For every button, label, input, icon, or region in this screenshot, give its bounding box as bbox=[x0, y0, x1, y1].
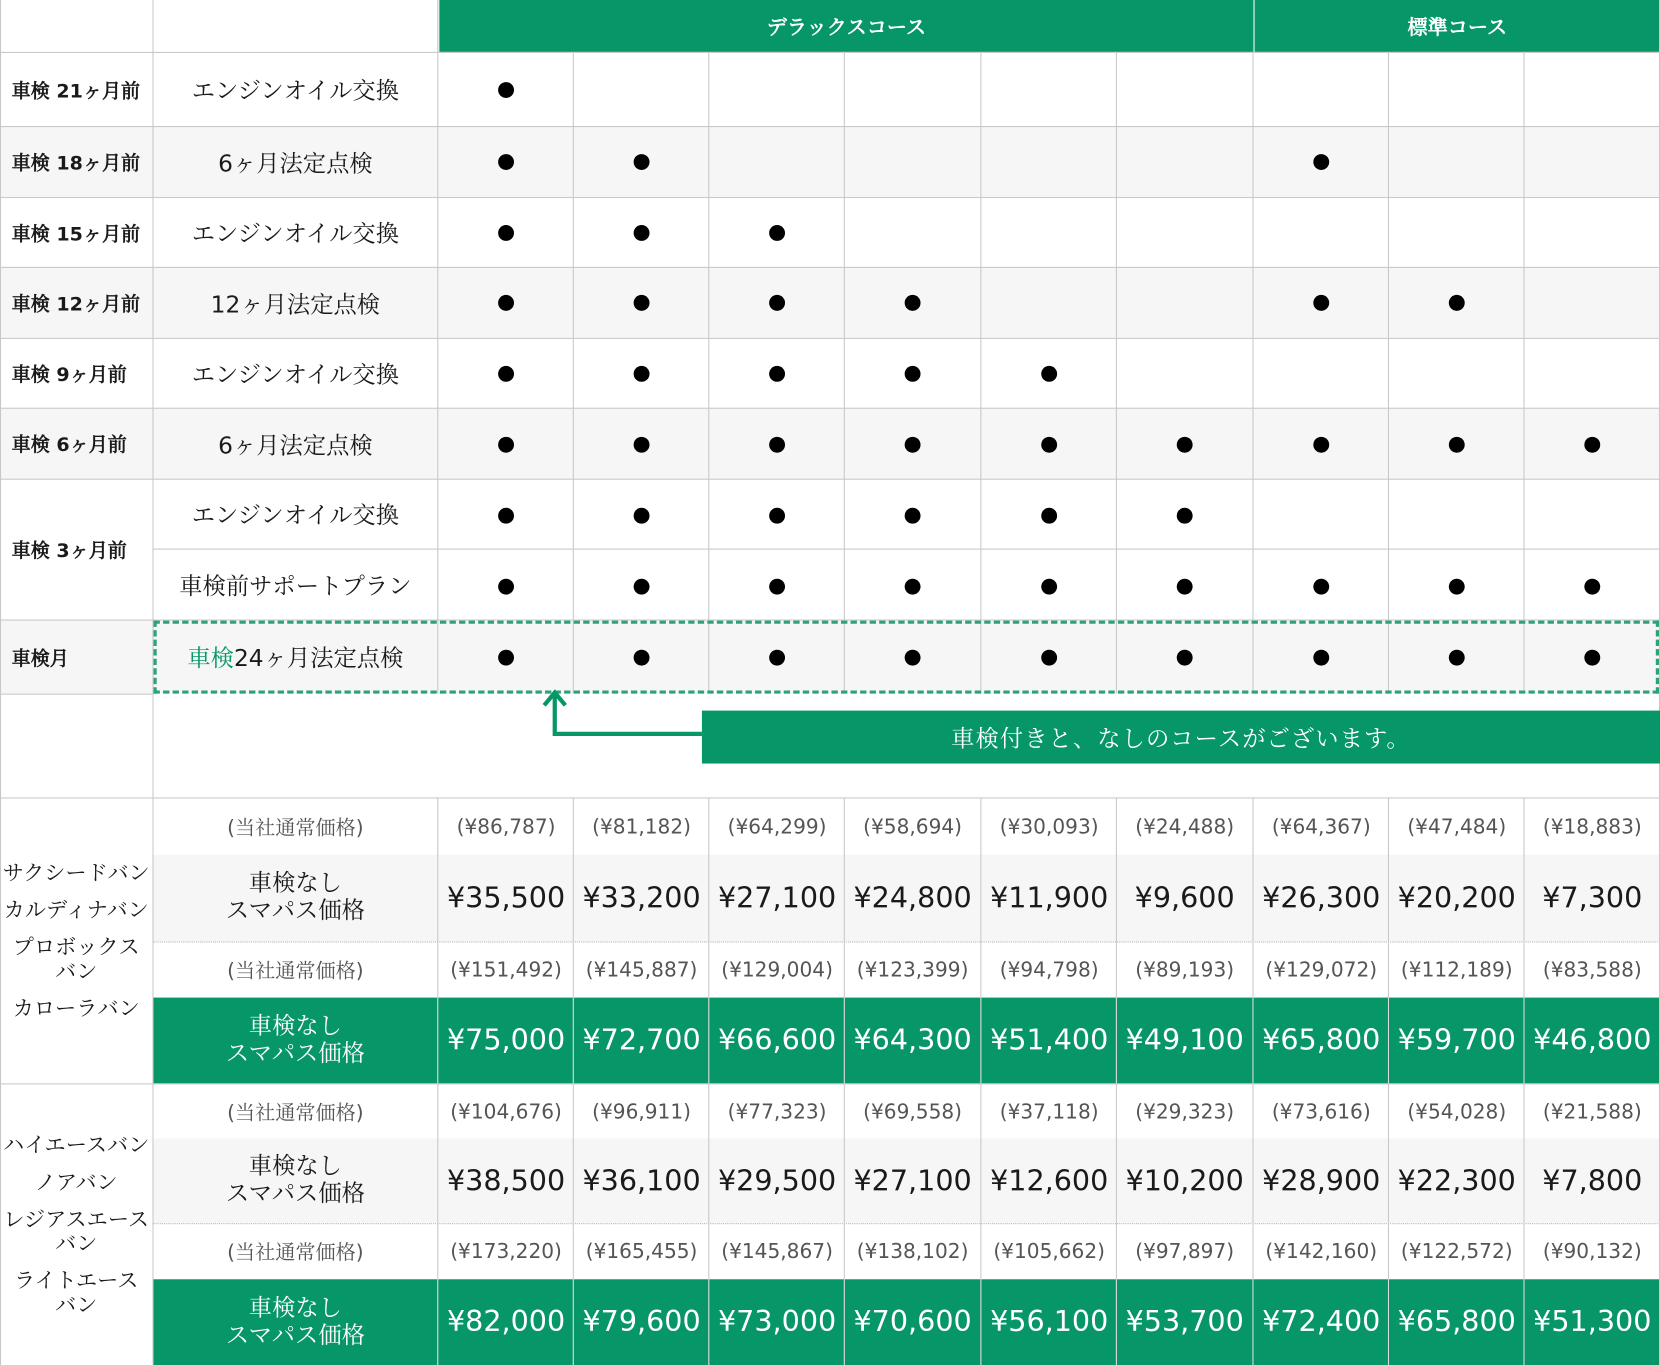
vehicle-model-name: サクシードバン bbox=[2, 859, 150, 886]
schedule-mark bbox=[769, 366, 785, 382]
normal-price: (¥58,694) bbox=[863, 814, 963, 839]
smapass-price: ¥10,200 bbox=[1125, 1164, 1244, 1198]
normal-price-label: (当社通常価格) bbox=[227, 1101, 364, 1125]
normal-price: (¥122,572) bbox=[1400, 1239, 1513, 1263]
schedule-mark bbox=[1313, 437, 1329, 453]
normal-price: (¥97,897) bbox=[1135, 1239, 1235, 1263]
schedule-mark bbox=[1041, 579, 1057, 595]
smapass-price: ¥72,400 bbox=[1262, 1305, 1381, 1339]
schedule-mark bbox=[1449, 579, 1465, 595]
smapass-price: ¥33,200 bbox=[582, 881, 701, 915]
smapass-price-label bbox=[154, 1138, 438, 1223]
normal-price: (¥21,588) bbox=[1542, 1099, 1642, 1124]
smapass-price: ¥27,100 bbox=[853, 1164, 972, 1198]
smapass-price: ¥75,000 bbox=[446, 1024, 566, 1057]
vehicle-model-list bbox=[0, 1084, 152, 1365]
normal-price: (¥104,676) bbox=[450, 1099, 562, 1124]
normal-price: (¥86,787) bbox=[456, 814, 556, 839]
schedule-mark bbox=[1041, 366, 1057, 382]
schedule-mark bbox=[1313, 295, 1329, 311]
schedule-mark bbox=[498, 295, 514, 311]
normal-price: (¥173,220) bbox=[450, 1239, 562, 1263]
schedule-mark bbox=[905, 508, 921, 524]
header-deluxe-course: デラックスコース bbox=[438, 0, 1253, 52]
smapass-price: ¥24,800 bbox=[853, 881, 972, 915]
normal-price: (¥89,193) bbox=[1135, 957, 1235, 982]
smapass-price: ¥49,100 bbox=[1125, 1024, 1244, 1057]
schedule-mark bbox=[905, 295, 921, 311]
normal-price: (¥94,798) bbox=[999, 957, 1099, 982]
smapass-label-line: 車検なし bbox=[248, 1012, 342, 1040]
normal-price: (¥145,887) bbox=[585, 957, 698, 982]
smapass-price: ¥65,800 bbox=[1397, 1305, 1516, 1339]
normal-price: (¥96,911) bbox=[592, 1099, 692, 1124]
smapass-price-label bbox=[154, 855, 438, 942]
inspection-highlight-text: 車検 bbox=[187, 645, 234, 673]
smapass-label-line: スマパス価格 bbox=[225, 898, 365, 925]
normal-price: (¥54,028) bbox=[1407, 1099, 1507, 1124]
normal-price: (¥37,118) bbox=[999, 1099, 1099, 1124]
normal-price: (¥18,883) bbox=[1542, 814, 1642, 839]
schedule-mark bbox=[498, 508, 514, 524]
timing-label: 車検 3ヶ月前 bbox=[11, 540, 127, 563]
schedule-mark bbox=[769, 579, 785, 595]
schedule-mark bbox=[634, 508, 650, 524]
service-label: 車検前サポートプラン bbox=[179, 573, 412, 600]
normal-price: (¥29,323) bbox=[1135, 1099, 1235, 1124]
service-label: エンジンオイル交換 bbox=[191, 362, 400, 389]
timing-label: 車検 21ヶ月前 bbox=[11, 79, 141, 103]
service-label: 6ヶ月法定点検 bbox=[218, 432, 373, 460]
schedule-mark bbox=[498, 82, 514, 98]
normal-price: (¥142,160) bbox=[1265, 1239, 1378, 1263]
schedule-mark bbox=[1177, 508, 1193, 524]
schedule-mark bbox=[1177, 579, 1193, 595]
normal-price: (¥24,488) bbox=[1135, 814, 1235, 839]
normal-price: (¥83,588) bbox=[1542, 957, 1642, 982]
schedule-mark bbox=[498, 225, 514, 241]
schedule-mark bbox=[634, 295, 650, 311]
smapass-label-line: スマパス価格 bbox=[225, 1040, 365, 1067]
timing-label: 車検 9ヶ月前 bbox=[11, 363, 127, 387]
vehicle-model-name: ノアバン bbox=[34, 1168, 118, 1195]
schedule-mark bbox=[1041, 508, 1057, 524]
smapass-price: ¥27,100 bbox=[717, 881, 837, 915]
schedule-mark bbox=[634, 366, 650, 382]
service-label: エンジンオイル交換 bbox=[191, 78, 400, 105]
normal-price: (¥151,492) bbox=[450, 957, 562, 982]
smapass-price-label bbox=[154, 998, 438, 1084]
normal-price-label: (当社通常価格) bbox=[227, 959, 364, 983]
normal-price: (¥138,102) bbox=[856, 1239, 969, 1263]
normal-price: (¥129,004) bbox=[721, 957, 833, 982]
normal-price: (¥64,367) bbox=[1271, 814, 1371, 839]
vehicle-model-list bbox=[0, 798, 152, 1083]
vehicle-model-name: カルディナバン bbox=[3, 896, 149, 923]
schedule-mark bbox=[769, 295, 785, 311]
smapass-price: ¥7,300 bbox=[1542, 881, 1643, 915]
normal-price: (¥77,323) bbox=[727, 1099, 827, 1124]
schedule-mark bbox=[498, 366, 514, 382]
smapass-label-line: 車検なし bbox=[248, 1294, 342, 1322]
schedule-mark bbox=[769, 437, 785, 453]
schedule-mark bbox=[1313, 154, 1329, 170]
smapass-label-line: スマパス価格 bbox=[225, 1180, 365, 1208]
service-label: 6ヶ月法定点検 bbox=[218, 150, 373, 178]
schedule-mark bbox=[1041, 437, 1057, 453]
smapass-price: ¥59,700 bbox=[1397, 1024, 1516, 1057]
normal-price: (¥123,399) bbox=[856, 957, 969, 982]
schedule-mark bbox=[634, 437, 650, 453]
normal-price-label: (当社通常価格) bbox=[227, 816, 364, 840]
smapass-price: ¥46,800 bbox=[1533, 1024, 1652, 1057]
normal-price: (¥129,072) bbox=[1265, 957, 1378, 982]
smapass-price: ¥73,000 bbox=[717, 1305, 837, 1339]
schedule-mark bbox=[1177, 437, 1193, 453]
timing-label: 車検 15ヶ月前 bbox=[11, 222, 141, 246]
schedule-mark bbox=[634, 225, 650, 241]
normal-price: (¥81,182) bbox=[592, 814, 692, 839]
schedule-mark bbox=[1449, 437, 1465, 453]
timing-label: 車検 6ヶ月前 bbox=[11, 434, 127, 457]
smapass-label-line: スマパス価格 bbox=[225, 1322, 365, 1349]
smapass-price: ¥53,700 bbox=[1125, 1305, 1244, 1339]
schedule-mark bbox=[634, 579, 650, 595]
smapass-price: ¥9,600 bbox=[1134, 881, 1235, 915]
schedule-mark bbox=[905, 579, 921, 595]
vehicle-model-name: プロボックス バン bbox=[12, 934, 140, 984]
schedule-mark bbox=[769, 225, 785, 241]
schedule-mark bbox=[905, 437, 921, 453]
smapass-price: ¥35,500 bbox=[446, 881, 566, 915]
smapass-price: ¥29,500 bbox=[717, 1164, 837, 1198]
normal-price: (¥69,558) bbox=[863, 1099, 963, 1124]
smapass-price: ¥79,600 bbox=[582, 1305, 701, 1339]
schedule-mark bbox=[498, 154, 514, 170]
smapass-price: ¥12,600 bbox=[990, 1164, 1109, 1198]
normal-price: (¥73,616) bbox=[1271, 1099, 1371, 1124]
smapass-price: ¥51,400 bbox=[990, 1024, 1109, 1057]
vehicle-model-name: ライトエース バン bbox=[13, 1267, 139, 1317]
normal-price: (¥90,132) bbox=[1542, 1239, 1642, 1263]
schedule-mark bbox=[1449, 295, 1465, 311]
smapass-price: ¥7,800 bbox=[1542, 1164, 1643, 1198]
smapass-label-line: 車検なし bbox=[248, 1153, 342, 1180]
timing-label: 車検 18ヶ月前 bbox=[11, 152, 141, 175]
smapass-price: ¥51,300 bbox=[1533, 1305, 1652, 1339]
normal-price: (¥145,867) bbox=[721, 1239, 833, 1263]
smapass-label-line: 車検なし bbox=[248, 870, 342, 897]
smapass-price: ¥36,100 bbox=[582, 1164, 701, 1198]
smapass-price: ¥66,600 bbox=[717, 1024, 837, 1057]
schedule-mark bbox=[1584, 579, 1600, 595]
smapass-price: ¥64,300 bbox=[853, 1024, 972, 1057]
normal-price: (¥112,189) bbox=[1400, 957, 1513, 982]
vehicle-model-name: ハイエースバン bbox=[3, 1131, 150, 1157]
schedule-mark bbox=[634, 154, 650, 170]
smapass-price: ¥26,300 bbox=[1262, 881, 1381, 915]
schedule-mark bbox=[769, 508, 785, 524]
timing-label: 車検 12ヶ月前 bbox=[11, 293, 141, 316]
smapass-price: ¥22,300 bbox=[1397, 1164, 1516, 1198]
normal-price: (¥47,484) bbox=[1407, 814, 1507, 839]
smapass-price: ¥82,000 bbox=[446, 1305, 566, 1339]
service-label: 12ヶ月法定点検 bbox=[210, 291, 381, 319]
normal-price: (¥30,093) bbox=[999, 814, 1099, 839]
schedule-mark bbox=[1313, 579, 1329, 595]
normal-price: (¥165,455) bbox=[585, 1239, 698, 1263]
smapass-price: ¥70,600 bbox=[853, 1305, 972, 1339]
smapass-price: ¥72,700 bbox=[582, 1024, 701, 1057]
smapass-price: ¥38,500 bbox=[446, 1164, 566, 1198]
schedule-mark bbox=[1584, 437, 1600, 453]
smapass-price: ¥20,200 bbox=[1397, 881, 1516, 915]
callout-arrow-icon bbox=[535, 686, 715, 741]
header-standard-course: 標準コース bbox=[1254, 0, 1660, 52]
vehicle-model-name: レジアスエース バン bbox=[3, 1205, 150, 1256]
smapass-price-label bbox=[154, 1279, 438, 1365]
smapass-price: ¥28,900 bbox=[1262, 1164, 1381, 1198]
service-label-text: 24ヶ月法定点検 bbox=[233, 645, 404, 673]
normal-price-label: (当社通常価格) bbox=[227, 1241, 364, 1265]
smapass-price: ¥11,900 bbox=[990, 881, 1109, 915]
normal-price: (¥105,662) bbox=[993, 1239, 1106, 1263]
service-label: エンジンオイル交換 bbox=[191, 503, 400, 530]
smapass-price: ¥65,800 bbox=[1262, 1024, 1381, 1057]
normal-price: (¥64,299) bbox=[727, 814, 827, 839]
timing-label: 車検月 bbox=[11, 647, 69, 670]
vehicle-model-name: カローラバン bbox=[12, 995, 140, 1021]
inspection-row-highlight bbox=[154, 621, 1659, 694]
callout-banner: 車検付きと、なしのコースがございます。 bbox=[702, 711, 1660, 764]
schedule-mark bbox=[498, 437, 514, 453]
schedule-mark bbox=[905, 366, 921, 382]
smapass-price: ¥56,100 bbox=[990, 1305, 1109, 1339]
schedule-mark bbox=[498, 579, 514, 595]
service-label: エンジンオイル交換 bbox=[191, 221, 400, 248]
